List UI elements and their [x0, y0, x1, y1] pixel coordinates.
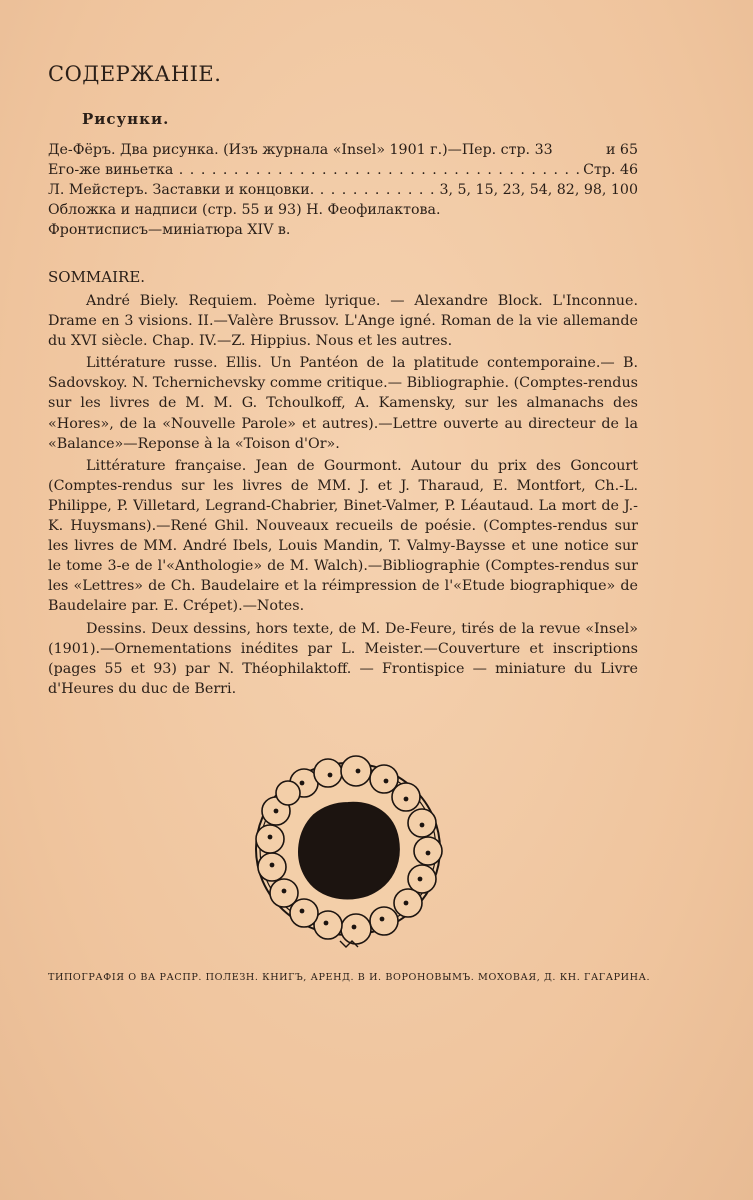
list-item-page: и 65	[605, 142, 638, 158]
list-item	[48, 180, 638, 200]
sommaire-paragraph: Littérature française. Jean de Gourmont. Autour du prix des Goncourt (Comptes-rendus sur les livres de MM. J. et J. Tharaud, E. Montfort, Ch.-L. Philippe, P. Villetard, Legrand-Chabrier, Binet-Valmer, P. Léautaud. La mort de J.-K. Huysmans).—René Ghil. Nouveaux recueils de poésie. (Comptes-rendus sur les livres de MM. André Ibels, Louis Mandin, T. Valmy-Baysse et une notice sur le tome 3-e de l'«Anthologie» de M. Walch).—Bibliographie (Comptes-rendus sur les «Lettres» de Ch. Baudelaire et la réimpression de l'«Etude biographique» de Baudelaire par. E. Crépet).—Notes.	[48, 457, 638, 615]
list-item-text: Де-Фёръ. Два рисунка. (Изъ журнала «Insel» 1901 г.)—Пер. стр. 33	[48, 142, 553, 158]
wreath-vignette-icon	[244, 753, 452, 953]
sommaire-heading: SOMMAIRE.	[48, 268, 146, 286]
list-item	[48, 140, 638, 160]
sommaire-paragraph: Dessins. Deux dessins, hors texte, de M. De-Feure, tirés de la revue «Insel» (1901).—Ornementations inédites par L. Meister.—Couverture et inscriptions (pages 55 et 93) par N. Théophilaktoff. — Frontispice — miniature du Livre d'Heures du duc de Berri.	[48, 620, 638, 697]
list-item-text: Его-же виньетка . . .	[48, 160, 579, 180]
section-subtitle: Рисунки.	[82, 110, 170, 128]
list-item-page	[634, 220, 638, 240]
sommaire-paragraph: André Biely. Requiem. Poème lyrique. — Alexandre Block. L'Inconnue. Drame en 3 visions. II.—Valère Brussov. L'Ange igné. Roman de la vie allemande du XVI siècle. Chap. IV.—Z. Hippius. Nous et les autres.	[48, 293, 638, 350]
list-item-text: Л. Мейстеръ. Заставки и концовки. . . .	[48, 180, 435, 200]
sommaire-paragraph: Littérature russe. Ellis. Un Pantéon de la platitude contemporaine.— B. Sadovskoy. N. Tchernichevsky comme critique.— Bibliographie. (Comptes-rendus sur les livres de M. M. G. Tchoulkoff, A. Kamensky, sur les almanachs des «Hores», de la «Nouvelle Parole» et autres).—Lettre ouverte au directeur de la «Balance»—Reponse à la «Toison d'Or».	[48, 355, 638, 452]
list-item	[48, 200, 638, 220]
list-item-page: Стр. 46	[583, 162, 638, 178]
list-item	[48, 160, 638, 180]
list-item-text: Обложка и надписи (стр. 55 и 93) Н. Феофилактова.	[48, 202, 441, 218]
list-item-page: 3, 5, 15, 23, 54, 82, 98, 100	[439, 182, 638, 198]
list-item-text: Фронтисписъ—миніатюра XIV в.	[48, 222, 291, 238]
page-title: СОДЕРЖАНІЕ.	[48, 62, 222, 86]
sommaire-body	[48, 291, 638, 701]
list-item	[48, 220, 638, 240]
list-item-page	[634, 200, 638, 220]
illustrations-list	[48, 140, 638, 240]
printer-imprint: ТИПОГРАФІЯ О ВА РАСПР. ПОЛЕЗН. КНИГЪ, АРЕНД. В И. ВОРОНОВЫМЪ. МОХОВАЯ, Д. КН. ГАГАРИНА.	[48, 972, 651, 983]
